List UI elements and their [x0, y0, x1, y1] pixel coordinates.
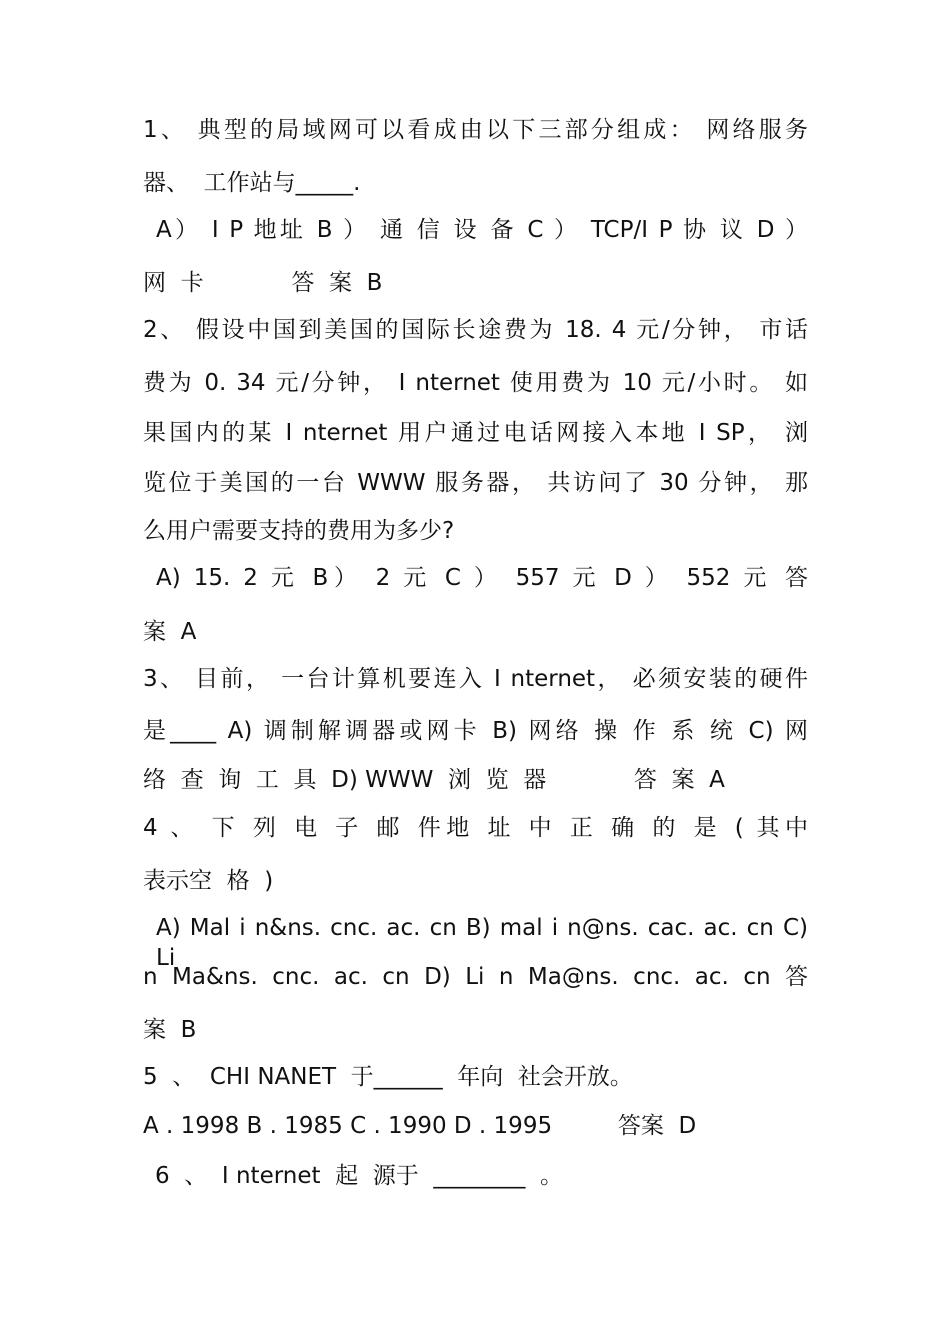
question-4-options-2: n Ma&ns. cnc. ac. cn D) Li n Ma@ns. cnc. ac. cn 答: [143, 964, 808, 990]
question-2-line-1: 2、 假设中国到美国的国际长途费为 18. 4 元/分钟， 市话: [143, 317, 808, 343]
question-4-options-1: A) Mal i n&ns. cnc. ac. cn B) mal i n@ns. cac. ac. cn C) Li: [156, 915, 808, 971]
question-2-line-4: 览位于美国的一台 WWW 服务器， 共访问了 30 分钟， 那: [143, 470, 808, 496]
question-2-line-3: 果国内的某 I nternet 用户通过电话网接入本地 I SP， 浏: [143, 420, 808, 446]
question-2-answer: 案 A: [143, 619, 197, 645]
question-2-options: A) 15. 2 元 B） 2 元 C ） 557 元 D ） 552 元 答: [156, 565, 808, 591]
question-4-line-2: 表示空 格 ): [143, 868, 274, 894]
question-4-line-1: 4 、 下 列 电 子 邮 件地 址 中 正 确 的 是 ( 其中: [143, 815, 808, 841]
question-5-line-1: 5 、 CHI NANET 于______ 年向 社会开放。: [143, 1064, 633, 1090]
question-3-answer: 络 查 询 工 具 D) WWW 浏 览 器 答 案 A: [143, 767, 725, 793]
question-1-answer: 网 卡 答 案 B: [143, 270, 383, 296]
question-2-line-2: 费为 0. 34 元/分钟， I nternet 使用费为 10 元/小时。 如: [143, 370, 808, 396]
question-3-line-1: 3、 目前， 一台计算机要连入 I nternet， 必须安装的硬件: [143, 666, 808, 692]
question-1-line-2: 器、 工作站与_____.: [143, 170, 361, 196]
question-4-answer: 案 B: [143, 1017, 197, 1043]
question-1-options: A） I P 地址 B ） 通 信 设 备 C ） TCP/I P 协 议 D ）: [156, 217, 808, 243]
question-2-line-5: 么用户需要支持的费用为多少?: [143, 518, 455, 544]
question-1-line-1: 1、 典型的局域网可以看成由以下三部分组成： 网络服务: [143, 117, 808, 143]
question-6-line-1: 6 、 I nternet 起 源于 ________ 。: [155, 1163, 564, 1189]
question-3-line-2: 是____ A) 调制解调器或网卡 B) 网络 操 作 系 统 C) 网: [143, 718, 808, 744]
question-5-options-answer: A . 1998 B . 1985 C . 1990 D . 1995 答案 D: [143, 1113, 697, 1139]
